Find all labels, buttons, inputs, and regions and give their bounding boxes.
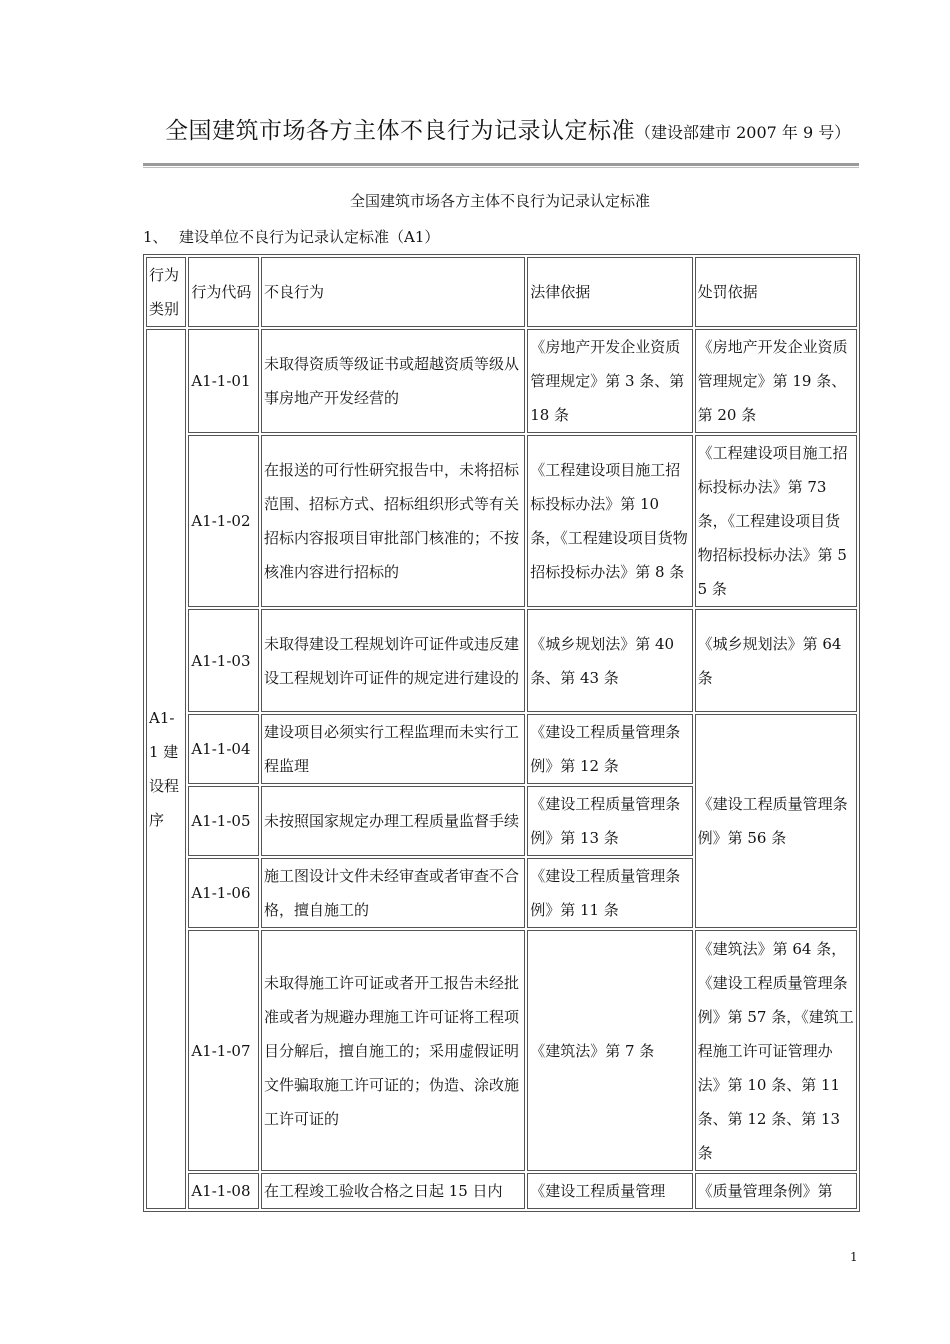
row-legal-basis: 《城乡规划法》第 40 条、第 43 条	[527, 609, 692, 712]
row-code: A1-1-02	[188, 435, 259, 607]
row-code: A1-1-04	[188, 714, 259, 784]
page-title-note: （建设部建市 2007 年 9 号）	[635, 123, 851, 142]
row-code: A1-1-05	[188, 786, 259, 856]
row-behavior: 施工图设计文件未经审查或者审查不合格，擅自施工的	[261, 858, 525, 928]
row-legal-basis: 《建设工程质量管理	[527, 1173, 692, 1209]
page-number: 1	[850, 1250, 858, 1264]
row-behavior: 在报送的可行性研究报告中，未将招标范围、招标方式、招标组织形式等有关招标内容报项目审批部门核准的；不按核准内容进行招标的	[261, 435, 525, 607]
row-legal-basis: 《房地产开发企业资质管理规定》第 3 条、第 18 条	[527, 329, 692, 433]
row-code: A1-1-01	[188, 329, 259, 433]
row-legal-basis: 《建设工程质量管理条例》第 11 条	[527, 858, 692, 928]
standards-table	[143, 254, 860, 1212]
page-title: 全国建筑市场各方主体不良行为记录认定标准（建设部建市 2007 年 9 号）	[165, 118, 851, 144]
row-behavior: 未取得资质等级证书或超越资质等级从事房地产开发经营的	[261, 329, 525, 433]
header-category: 行为类别	[146, 257, 186, 327]
row-behavior: 建设项目必须实行工程监理而未实行工程监理	[261, 714, 525, 784]
table-row	[146, 435, 857, 607]
header-legal-basis: 法律依据	[527, 257, 692, 327]
document-heading: 全国建筑市场各方主体不良行为记录认定标准	[349, 192, 650, 210]
category-cell: A1-1 建设程序	[146, 329, 186, 1209]
row-penalty-basis: 《房地产开发企业资质管理规定》第 19 条、第 20 条	[695, 329, 857, 433]
row-behavior: 未按照国家规定办理工程质量监督手续	[261, 786, 525, 856]
row-penalty-basis: 《质量管理条例》第	[695, 1173, 857, 1209]
row-code: A1-1-06	[188, 858, 259, 928]
table-row	[146, 609, 857, 712]
table-row	[146, 714, 857, 784]
row-behavior: 未取得施工许可证或者开工报告未经批准或者为规避办理施工许可证将工程项目分解后，擅自施工的；采用虚假证明文件骗取施工许可证的；伪造、涂改施工许可证的	[261, 930, 525, 1171]
row-penalty-basis: 《城乡规划法》第 64 条	[695, 609, 857, 712]
table-row	[146, 329, 857, 433]
row-penalty-basis: 《建筑法》第 64 条，《建设工程质量管理条例》第 57 条，《建筑工程施工许可证管理办法》第 10 条、第 11 条、第 12 条、第 13 条	[695, 930, 857, 1171]
header-penalty-basis: 处罚依据	[695, 257, 857, 327]
row-behavior: 未取得建设工程规划许可证件或违反建设工程规划许可证件的规定进行建设的	[261, 609, 525, 712]
table-header-row	[146, 257, 857, 327]
section-heading	[143, 226, 439, 247]
row-code: A1-1-07	[188, 930, 259, 1171]
row-code: A1-1-08	[188, 1173, 259, 1209]
row-behavior: 在工程竣工验收合格之日起 15 日内	[261, 1173, 525, 1209]
header-code: 行为代码	[188, 257, 259, 327]
section-number: 1、	[143, 228, 168, 246]
row-code: A1-1-03	[188, 609, 259, 712]
header-behavior: 不良行为	[261, 257, 525, 327]
row-legal-basis: 《建设工程质量管理条例》第 13 条	[527, 786, 692, 856]
table-row	[146, 930, 857, 1171]
row-legal-basis: 《建设工程质量管理条例》第 12 条	[527, 714, 692, 784]
section-title: 建设单位不良行为记录认定标准（A1）	[179, 228, 440, 246]
table-row	[146, 1173, 857, 1209]
row-legal-basis: 《工程建设项目施工招标投标办法》第 10 条，《工程建设项目货物招标投标办法》第 8 条	[527, 435, 692, 607]
row-legal-basis: 《建筑法》第 7 条	[527, 930, 692, 1171]
row-penalty-basis: 《建设工程质量管理条例》第 56 条	[695, 714, 857, 928]
title-divider	[143, 163, 859, 166]
row-penalty-basis: 《工程建设项目施工招标投标办法》第 73 条，《工程建设项目货物招标投标办法》第 55 条	[695, 435, 857, 607]
title-divider-thin	[143, 167, 859, 168]
